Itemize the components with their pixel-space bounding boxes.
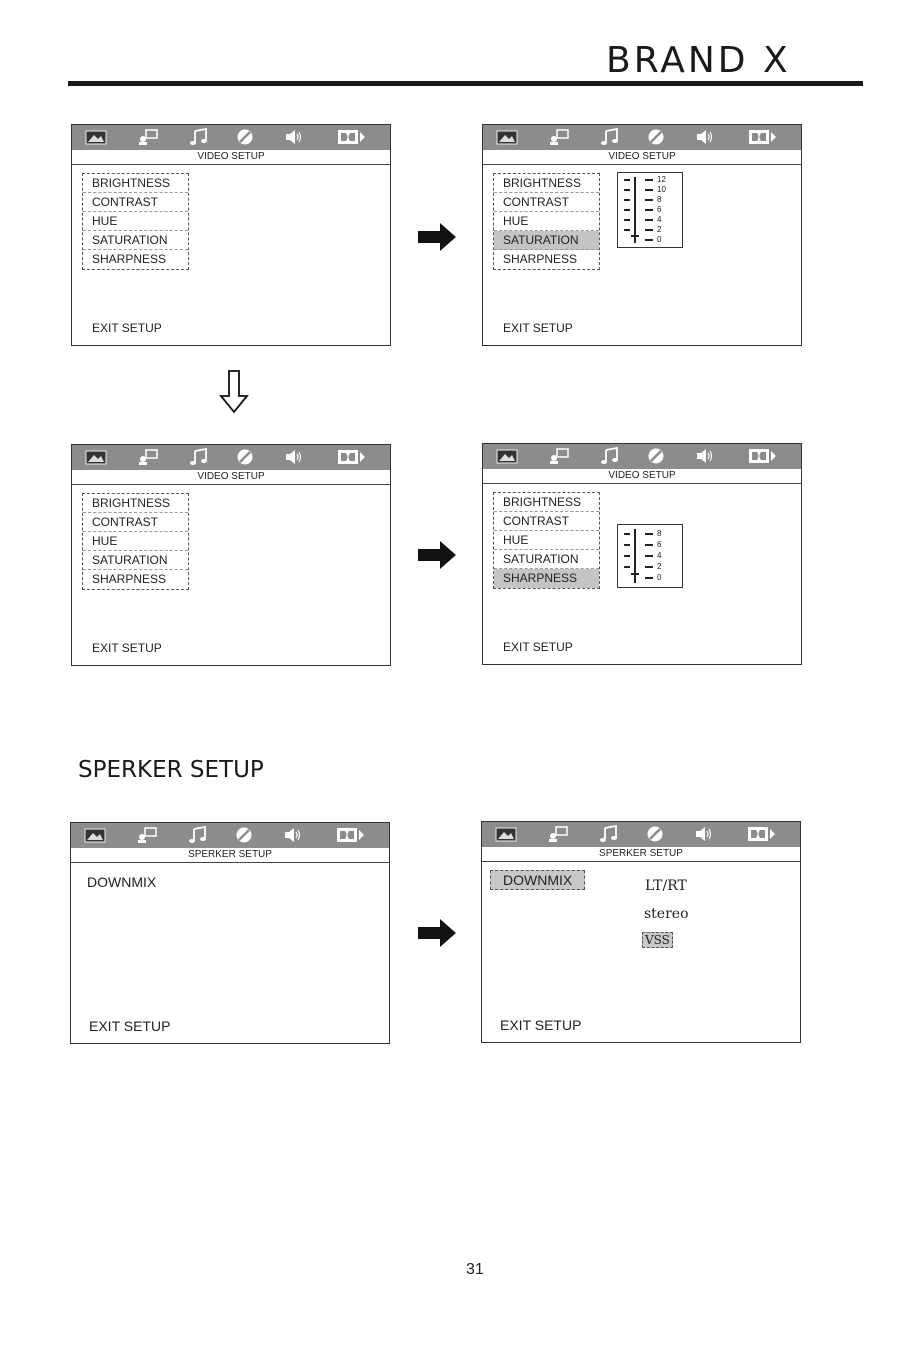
picture-icon[interactable] bbox=[495, 128, 519, 146]
exit-setup[interactable]: EXIT SETUP bbox=[92, 641, 162, 655]
menu-item-sharpness[interactable]: SHARPNESS bbox=[92, 252, 167, 266]
dash bbox=[624, 189, 630, 191]
menu-item-brightness[interactable]: BRIGHTNESS bbox=[494, 174, 599, 193]
language-icon[interactable] bbox=[136, 128, 160, 146]
video-setup-screen-1 bbox=[71, 124, 391, 346]
slider-knob[interactable] bbox=[631, 573, 639, 575]
slider-track bbox=[634, 177, 636, 243]
music-icon[interactable] bbox=[597, 825, 621, 843]
tick-label: 12 bbox=[657, 175, 666, 184]
arrow-right-icon bbox=[418, 918, 458, 948]
video-setup-screen-3 bbox=[71, 444, 391, 666]
icon-bar bbox=[72, 445, 390, 470]
color-icon[interactable] bbox=[643, 825, 667, 843]
picture-icon[interactable] bbox=[83, 826, 107, 844]
slider-knob[interactable] bbox=[631, 235, 639, 237]
menu-item-hue[interactable]: HUE bbox=[83, 532, 188, 551]
dash bbox=[624, 179, 630, 181]
menu-item-saturation[interactable]: SATURATION bbox=[83, 231, 188, 250]
icon-bar bbox=[482, 822, 800, 847]
exit-setup[interactable]: EXIT SETUP bbox=[89, 1018, 171, 1034]
color-icon[interactable] bbox=[233, 128, 257, 146]
icon-bar bbox=[483, 125, 801, 150]
menu-item-contrast[interactable]: CONTRAST bbox=[494, 512, 599, 531]
arrow-right-icon bbox=[418, 222, 458, 252]
dolby-icon[interactable] bbox=[336, 448, 368, 466]
tick bbox=[645, 219, 653, 221]
exit-setup[interactable]: EXIT SETUP bbox=[503, 640, 573, 654]
menu-item-hue[interactable]: HUE bbox=[494, 531, 599, 550]
menu-item-saturation[interactable]: SATURATION bbox=[494, 550, 599, 569]
dash bbox=[624, 219, 630, 221]
screen-title: VIDEO SETUP bbox=[483, 150, 801, 165]
section-heading: SPERKER SETUP bbox=[78, 757, 264, 783]
exit-setup[interactable]: EXIT SETUP bbox=[503, 321, 573, 335]
menu-item-sharpness[interactable]: SHARPNESS bbox=[92, 572, 167, 586]
language-icon[interactable] bbox=[135, 826, 159, 844]
menu-item-brightness[interactable]: BRIGHTNESS bbox=[494, 493, 599, 512]
menu-item-hue[interactable]: HUE bbox=[83, 212, 188, 231]
icon-bar bbox=[72, 125, 390, 150]
tick bbox=[645, 566, 653, 568]
language-icon[interactable] bbox=[547, 128, 571, 146]
sharpness-slider[interactable] bbox=[617, 524, 683, 588]
video-menu bbox=[493, 492, 600, 589]
brand-logo: BRAND X bbox=[606, 40, 791, 81]
tick bbox=[645, 577, 653, 579]
tick-label: 4 bbox=[657, 551, 662, 560]
dash bbox=[624, 533, 630, 535]
tick bbox=[645, 239, 653, 241]
arrow-right-icon bbox=[418, 540, 458, 570]
dash bbox=[624, 566, 630, 568]
header-rule bbox=[68, 81, 863, 86]
language-icon[interactable] bbox=[547, 447, 571, 465]
menu-item-hue[interactable]: HUE bbox=[494, 212, 599, 231]
video-menu bbox=[82, 173, 189, 270]
video-setup-screen-2 bbox=[482, 124, 802, 346]
arrow-down-icon bbox=[219, 370, 249, 414]
color-icon[interactable] bbox=[644, 128, 668, 146]
saturation-slider[interactable] bbox=[617, 172, 683, 248]
dolby-icon[interactable] bbox=[335, 826, 367, 844]
dolby-icon[interactable] bbox=[746, 825, 778, 843]
menu-item-sharpness[interactable]: SHARPNESS bbox=[503, 252, 578, 266]
speaker-icon[interactable] bbox=[282, 128, 306, 146]
tick-label: 0 bbox=[657, 573, 662, 582]
option-vss[interactable]: VSS bbox=[642, 932, 673, 948]
dash bbox=[624, 229, 630, 231]
tick-label: 4 bbox=[657, 215, 662, 224]
exit-setup[interactable]: EXIT SETUP bbox=[500, 1017, 582, 1033]
dash bbox=[624, 209, 630, 211]
tick-label: 8 bbox=[657, 529, 662, 538]
downmix-item-selected[interactable]: DOWNMIX bbox=[490, 870, 585, 890]
menu-item-saturation[interactable]: SATURATION bbox=[83, 551, 188, 570]
dash bbox=[624, 555, 630, 557]
speaker-icon[interactable] bbox=[281, 826, 305, 844]
dolby-icon[interactable] bbox=[336, 128, 368, 146]
video-menu bbox=[493, 173, 600, 270]
picture-icon[interactable] bbox=[84, 448, 108, 466]
screen-title: VIDEO SETUP bbox=[72, 150, 390, 165]
speaker-setup-screen-2 bbox=[481, 821, 801, 1043]
dolby-icon[interactable] bbox=[747, 128, 779, 146]
tick-label: 8 bbox=[657, 195, 662, 204]
screen-title: SPERKER SETUP bbox=[71, 848, 389, 863]
color-icon[interactable] bbox=[233, 448, 257, 466]
music-icon[interactable] bbox=[598, 128, 622, 146]
menu-item-contrast[interactable]: CONTRAST bbox=[83, 193, 188, 212]
menu-item-saturation[interactable]: SATURATION bbox=[494, 231, 599, 250]
tick-label: 6 bbox=[657, 540, 662, 549]
color-icon[interactable] bbox=[232, 826, 256, 844]
picture-icon[interactable] bbox=[495, 447, 519, 465]
video-menu bbox=[82, 493, 189, 590]
downmix-item[interactable]: DOWNMIX bbox=[87, 874, 157, 890]
tick-label: 2 bbox=[657, 562, 662, 571]
picture-icon[interactable] bbox=[494, 825, 518, 843]
speaker-setup-screen-1 bbox=[70, 822, 390, 1044]
option-ltrt[interactable]: LT/RT bbox=[645, 878, 687, 894]
menu-item-contrast[interactable]: CONTRAST bbox=[83, 513, 188, 532]
dash bbox=[624, 199, 630, 201]
video-setup-screen-4 bbox=[482, 443, 802, 665]
dash bbox=[624, 544, 630, 546]
tick bbox=[645, 199, 653, 201]
menu-item-brightness[interactable]: BRIGHTNESS bbox=[83, 174, 188, 193]
tick bbox=[645, 209, 653, 211]
screen-title: VIDEO SETUP bbox=[72, 470, 390, 485]
icon-bar bbox=[71, 823, 389, 848]
music-icon[interactable] bbox=[186, 826, 210, 844]
color-icon[interactable] bbox=[644, 447, 668, 465]
speaker-icon[interactable] bbox=[693, 128, 717, 146]
dolby-icon[interactable] bbox=[747, 447, 779, 465]
screen-title: SPERKER SETUP bbox=[482, 847, 800, 862]
tick-label: 6 bbox=[657, 205, 662, 214]
icon-bar bbox=[483, 444, 801, 469]
menu-item-brightness[interactable]: BRIGHTNESS bbox=[83, 494, 188, 513]
tick bbox=[645, 533, 653, 535]
music-icon[interactable] bbox=[187, 128, 211, 146]
speaker-icon[interactable] bbox=[692, 825, 716, 843]
tick bbox=[645, 555, 653, 557]
exit-setup[interactable]: EXIT SETUP bbox=[92, 321, 162, 335]
music-icon[interactable] bbox=[187, 448, 211, 466]
tick bbox=[645, 179, 653, 181]
page-number: 31 bbox=[466, 1261, 484, 1278]
menu-item-sharpness[interactable]: SHARPNESS bbox=[494, 569, 599, 588]
speaker-icon[interactable] bbox=[282, 448, 306, 466]
music-icon[interactable] bbox=[598, 447, 622, 465]
menu-item-contrast[interactable]: CONTRAST bbox=[494, 193, 599, 212]
speaker-icon[interactable] bbox=[693, 447, 717, 465]
tick bbox=[645, 229, 653, 231]
language-icon[interactable] bbox=[136, 448, 160, 466]
tick-label: 0 bbox=[657, 235, 662, 244]
tick-label: 10 bbox=[657, 185, 666, 194]
screen-title: VIDEO SETUP bbox=[483, 469, 801, 484]
picture-icon[interactable] bbox=[84, 128, 108, 146]
language-icon[interactable] bbox=[546, 825, 570, 843]
tick bbox=[645, 544, 653, 546]
option-stereo[interactable]: stereo bbox=[644, 906, 689, 922]
tick bbox=[645, 189, 653, 191]
tick-label: 2 bbox=[657, 225, 662, 234]
